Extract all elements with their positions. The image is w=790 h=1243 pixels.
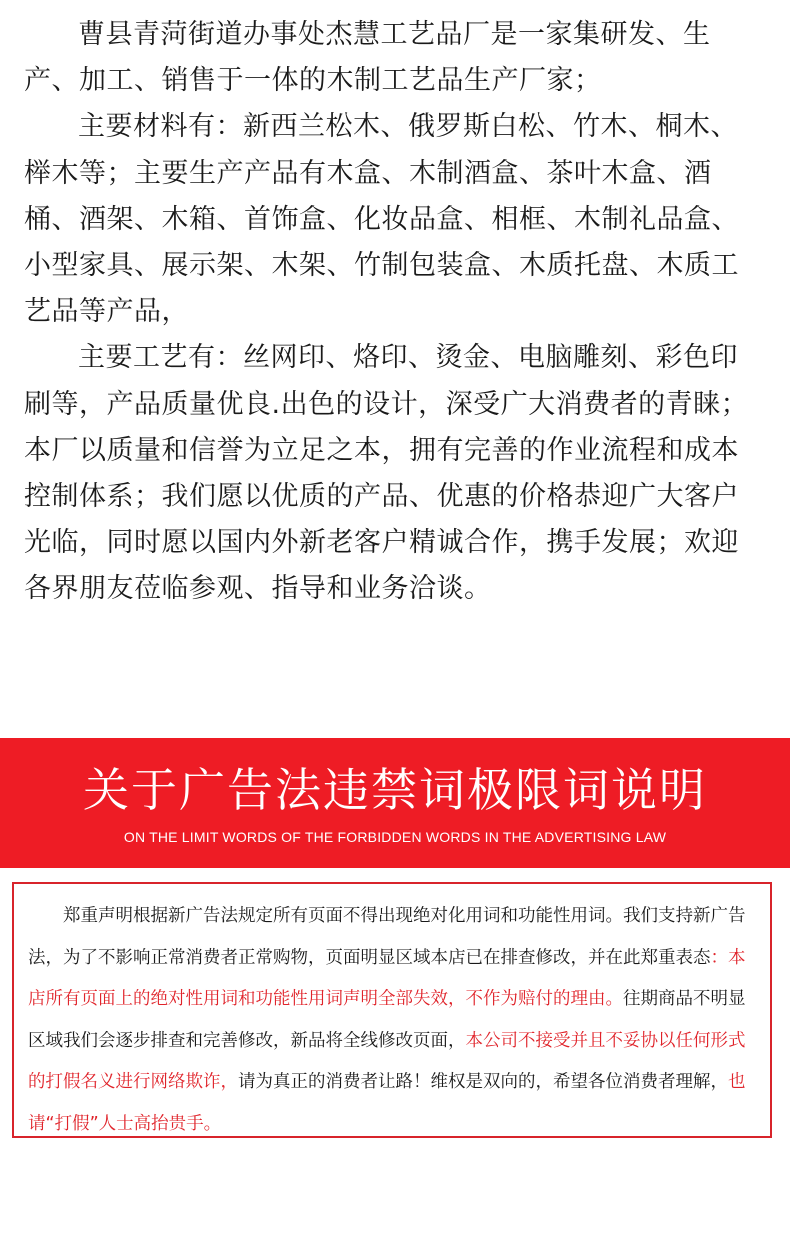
- banner-title: 关于广告法违禁词极限词说明: [83, 763, 707, 817]
- company-intro: [24, 12, 764, 613]
- notice-highlight-2: 本公司不接受并且不妥协以任何形式的打假名义进行网络欺诈，: [28, 1030, 746, 1092]
- notice-paragraph: [28, 896, 756, 1145]
- intro-paragraph-2: 主要材料有：新西兰松木、俄罗斯白松、竹木、桐木、榉木等；主要生产产品有木盒、木制酒盒、茶叶木盒、酒桶、酒架、木箱、首饰盒、化妆品盒、相框、木制礼品盒、小型家具、展示架、木架、竹制包装盒、木质托盘、木质工艺品等产品，: [24, 111, 739, 328]
- notice-text-1: 郑重声明根据新广告法规定所有页面不得出现绝对化用词和功能性用词。我们支持新广告法，为了不影响正常消费者正常购物，页面明显区域本店已在排查修改，并在此郑重表态: [28, 906, 746, 968]
- ad-law-banner: [0, 738, 790, 868]
- banner-subtitle: ON THE LIMIT WORDS OF THE FORBIDDEN WORDS IN THE ADVERTISING LAW: [123, 829, 667, 845]
- notice-highlight-1: ：本店所有页面上的绝对性用词和功能性用词声明全部失效，不作为赔付的理由。: [28, 947, 746, 1009]
- notice-highlight-3: 也请“打假”人士高抬贵手。: [28, 1072, 746, 1134]
- intro-paragraph-1: 曹县青菏街道办事处杰慧工艺品厂是一家集研发、生产、加工、销售于一体的木制工艺品生产厂家；: [24, 19, 711, 97]
- notice-text-3: 请为真正的消费者让路！维权是双向的，希望各位消费者理解，: [238, 1072, 728, 1092]
- intro-paragraph-3: 主要工艺有：丝网印、烙印、烫金、电脑雕刻、彩色印刷等，产品质量优良.出色的设计，深受广大消费者的青睐；本厂以质量和信誉为立足之本，拥有完善的作业流程和成本控制体系；我们愿以优质的产品、优惠的价格恭迎广大客户光临，同时愿以国内外新老客户精诚合作，携手发展；欢迎各界朋友莅临参观、指导和业务洽谈。: [24, 342, 749, 605]
- legal-notice-box: [12, 882, 772, 1138]
- notice-text-2: 往期商品不明显区域我们会逐步排查和完善修改，新品将全线修改页面，: [28, 989, 746, 1051]
